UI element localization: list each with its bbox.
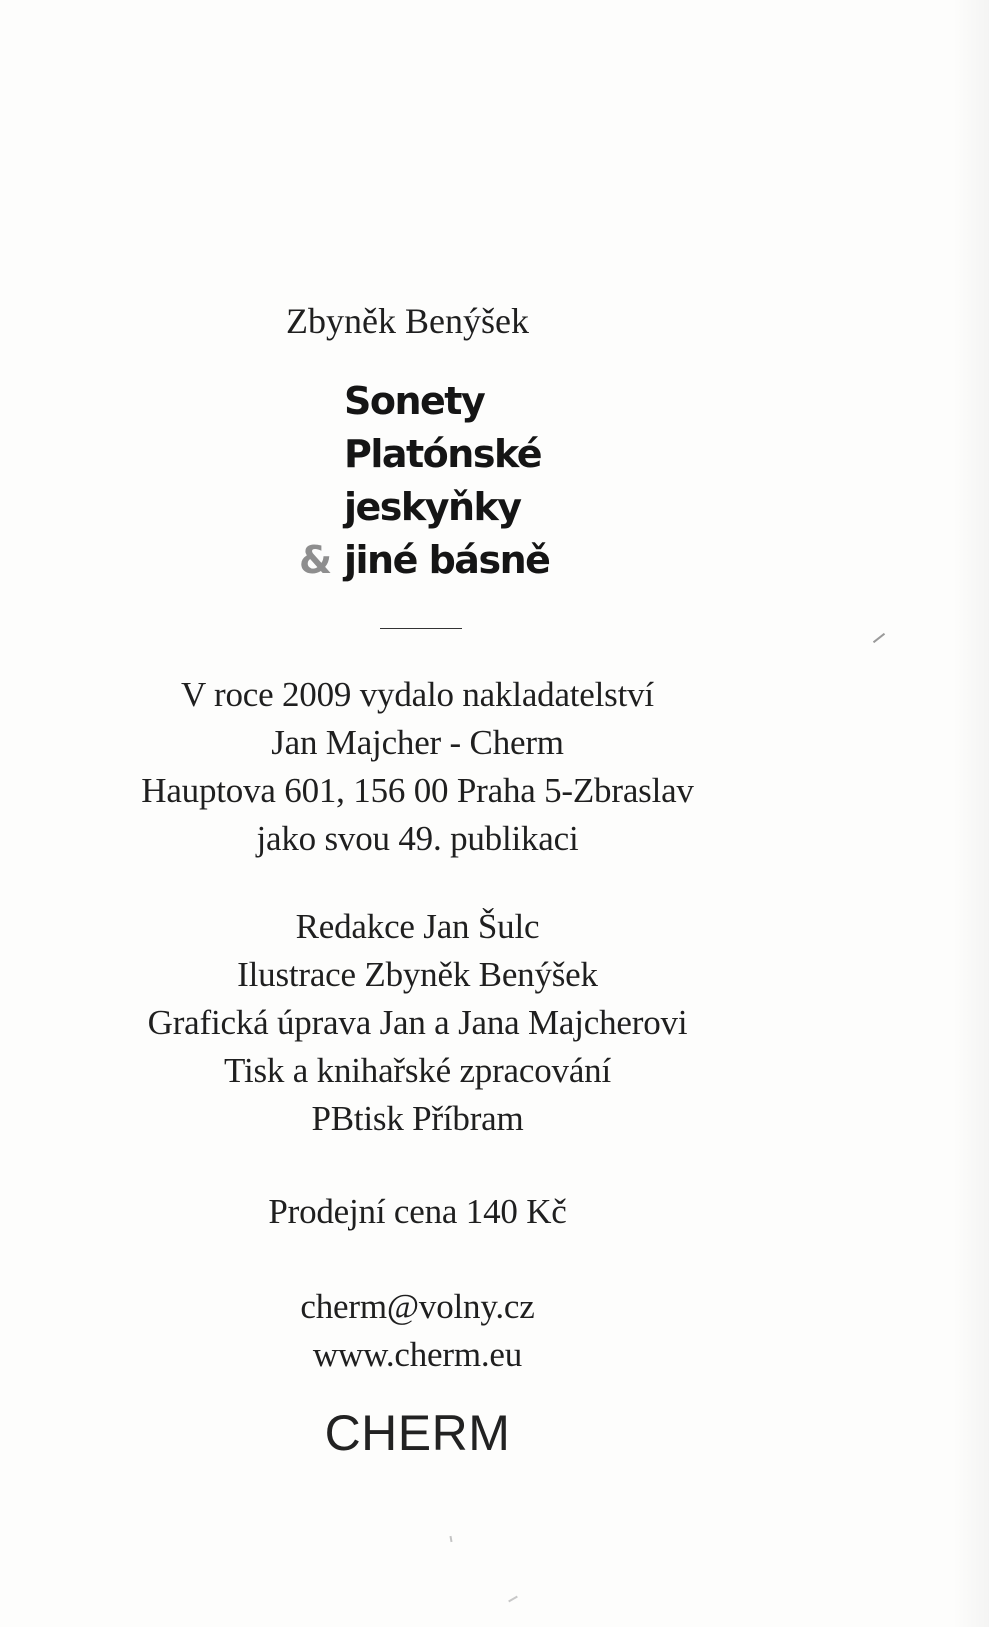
credit-editor: Redakce Jan Šulc [295,907,540,946]
title-line-4-wrap [299,534,550,587]
contact-email: cherm@volny.cz [300,1287,535,1326]
paper-speck [508,1596,518,1603]
credit-printer: PBtisk Příbram [311,1099,524,1138]
title-line-1: Sonety [344,379,485,423]
title-ampersand: & [299,538,331,582]
publisher-line-3: Hauptova 601, 156 00 Praha 5-Zbraslav [141,771,694,810]
paper-speck [449,1536,452,1542]
paper-speck [873,633,885,643]
contact-website: www.cherm.eu [312,1335,523,1374]
book-title [299,375,550,587]
credit-design: Grafická úprava Jan a Jana Majcherovi [147,1003,688,1042]
publisher-line-4: jako svou 49. publikaci [256,819,579,858]
page-edge-shadow [953,0,989,1627]
price-line: Prodejní cena 140 Kč [268,1192,567,1231]
publisher-logo: CHERM [324,1405,511,1461]
publisher-line-2: Jan Majcher - Cherm [271,723,564,762]
title-line-3: jeskyňky [344,485,521,529]
credit-illustration: Ilustrace Zbyněk Benýšek [237,955,598,994]
title-line-4: jiné básně [344,538,550,582]
credit-print-label: Tisk a knihařské zpracování [224,1051,611,1090]
author-name: Zbyněk Benýšek [286,301,529,341]
title-line-2: Platónské [344,432,541,476]
publisher-line-1: V roce 2009 vydalo nakladatelství [181,675,654,714]
separator-rule [380,628,462,629]
